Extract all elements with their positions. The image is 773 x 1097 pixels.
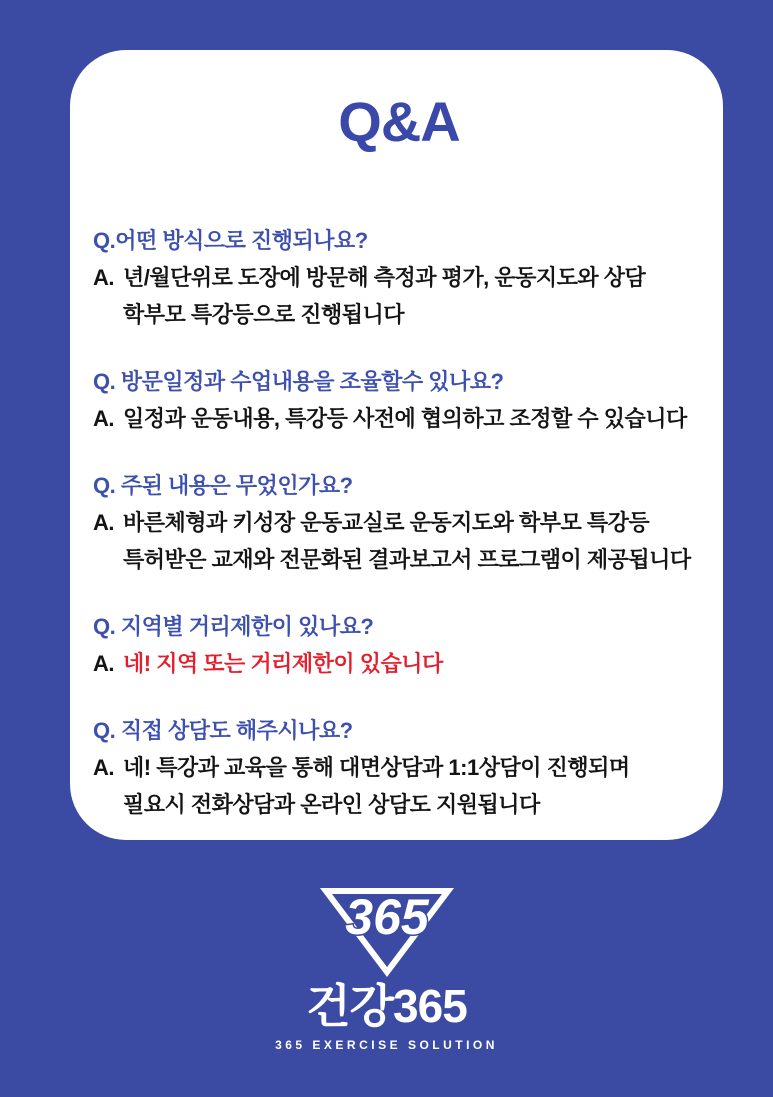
qa-item <box>93 467 705 578</box>
answer-line: 바른체형과 키성장 운동교실로 운동지도와 학부모 특강등 <box>123 510 650 535</box>
question-text: Q. 주된 내용은 무었인가요? <box>93 473 353 498</box>
question-text: Q. 지역별 거리제한이 있나요? <box>93 614 374 639</box>
qa-card <box>70 50 723 840</box>
answer-body <box>123 749 705 823</box>
qa-list <box>93 222 705 823</box>
question-text: Q. 직접 상담도 해주시나요? <box>93 718 353 743</box>
answer-line: 일정과 운동내용, 특강등 사전에 협의하고 조정할 수 있습니다 <box>123 406 687 431</box>
qa-item <box>93 712 705 823</box>
answer-row <box>93 645 705 682</box>
answer-line: 학부모 특강등으로 진행됩니다 <box>123 302 405 327</box>
qa-item <box>93 222 705 333</box>
question-text: Q. 방문일정과 수업내용을 조율할수 있나요? <box>93 369 504 394</box>
logo-triangle-icon <box>319 884 455 978</box>
qa-item <box>93 608 705 682</box>
answer-body <box>123 645 705 682</box>
answer-prefix: A. <box>93 651 114 676</box>
qa-item <box>93 363 705 437</box>
answer-row <box>93 504 705 578</box>
page-title: Q&A <box>338 90 460 153</box>
answer-line: 특허받은 교재와 전문화된 결과보고서 프로그램이 제공됩니다 <box>123 547 691 572</box>
brand-tagline: 365 EXERCISE SOLUTION <box>275 1038 498 1052</box>
brand-name: 건강365 <box>306 980 467 1032</box>
answer-body <box>123 400 705 437</box>
answer-body <box>123 504 705 578</box>
answer-prefix: A. <box>93 755 114 780</box>
answer-prefix: A. <box>93 265 114 290</box>
answer-line: 년/월단위로 도장에 방문해 측정과 평가, 운동지도와 상담 <box>123 265 646 290</box>
answer-row <box>93 259 705 333</box>
answer-line: 필요시 전화상담과 온라인 상담도 지원됩니다 <box>123 792 540 817</box>
brand-logo <box>0 884 773 1052</box>
answer-line-highlighted: 네! 지역 또는 거리제한이 있습니다 <box>123 651 443 676</box>
answer-body <box>123 259 705 333</box>
answer-row <box>93 400 705 437</box>
answer-prefix: A. <box>93 510 114 535</box>
answer-row <box>93 749 705 823</box>
question-text: Q.어떤 방식으로 진행되나요? <box>93 228 368 253</box>
answer-line: 네! 특강과 교육을 통해 대면상담과 1:1상담이 진행되며 <box>123 755 630 780</box>
answer-prefix: A. <box>93 406 114 431</box>
logo-emblem-text: 365 <box>344 889 429 945</box>
